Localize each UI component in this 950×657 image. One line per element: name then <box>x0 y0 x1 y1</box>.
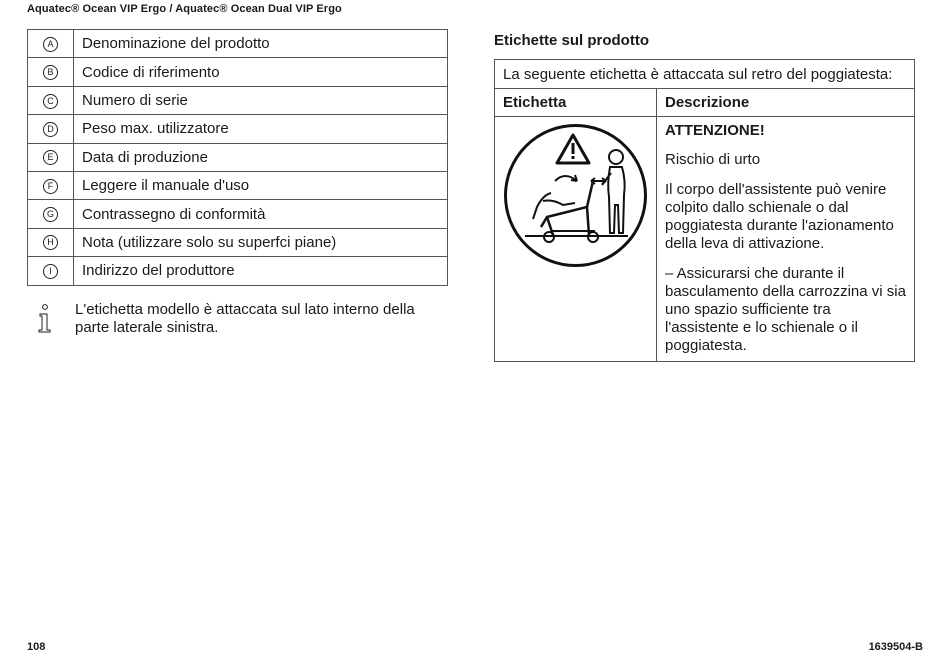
legend-row <box>28 200 448 228</box>
column-header-label: Etichetta <box>495 89 657 117</box>
legend-letter-cell <box>28 30 74 58</box>
circled-letter: E <box>43 150 58 165</box>
legend-letter-cell <box>28 257 74 285</box>
circled-letter: C <box>43 94 58 109</box>
column-header-description: Descrizione <box>657 89 915 117</box>
section-title: Etichette sul prodotto <box>494 32 649 49</box>
note-text: L'etichetta modello è attaccata sul lato interno della parte laterale sinistra. <box>75 301 415 336</box>
legend-letter-cell <box>28 143 74 171</box>
circled-letter: D <box>43 122 58 137</box>
legend-description: Numero di serie <box>74 86 448 114</box>
circled-letter: H <box>43 235 58 250</box>
document-code: 1639504-B <box>868 641 923 653</box>
legend-letter-cell <box>28 58 74 86</box>
legend-row <box>28 143 448 171</box>
legend-row <box>28 86 448 114</box>
legend-description: Contrassegno di conformità <box>74 200 448 228</box>
circled-letter: B <box>43 65 58 80</box>
legend-row <box>28 171 448 199</box>
legend-description: Denominazione del prodotto <box>74 30 448 58</box>
legend-letter-cell <box>28 115 74 143</box>
legend-letter-cell <box>28 86 74 114</box>
product-labels-table <box>494 59 915 362</box>
legend-row <box>28 58 448 86</box>
legend-row <box>28 115 448 143</box>
legend-description: Leggere il manuale d'uso <box>74 171 448 199</box>
legend-description: Indirizzo del produttore <box>74 257 448 285</box>
page-header: Aquatec® Ocean VIP Ergo / Aquatec® Ocean Dual VIP Ergo <box>27 3 342 15</box>
legend-row <box>28 30 448 58</box>
circled-letter: I <box>43 264 58 279</box>
label-description-cell <box>657 117 915 362</box>
info-icon <box>33 304 55 334</box>
legend-letter-cell <box>28 171 74 199</box>
legend-table <box>27 29 448 286</box>
circled-letter: F <box>43 179 58 194</box>
legend-description: Nota (utilizzare solo su superfci piane) <box>74 228 448 256</box>
info-note <box>33 301 448 337</box>
legend-row <box>28 257 448 285</box>
legend-letter-cell <box>28 228 74 256</box>
warning-title: ATTENZIONE! <box>665 122 765 139</box>
legend-description: Codice di riferimento <box>74 58 448 86</box>
description-paragraph-1: Il corpo dell'assistente può venire colpito dallo schienale o dal poggiatesta durante l'azionamento della leva di attivazione. <box>665 181 894 252</box>
description-paragraph-2: – Assicurarsi che durante il basculamento della carrozzina vi sia uno spazio sufficiente tra l'assistente e lo schienale o il poggiatesta. <box>665 265 906 354</box>
label-image-cell <box>495 117 657 362</box>
legend-description: Peso max. utilizzatore <box>74 115 448 143</box>
labels-intro: La seguente etichetta è attaccata sul retro del poggiatesta: <box>495 60 915 89</box>
circled-letter: G <box>43 207 58 222</box>
legend-letter-cell <box>28 200 74 228</box>
risk-text: Rischio di urto <box>665 151 761 168</box>
circled-letter: A <box>43 37 58 52</box>
warning-pictogram-icon <box>503 123 648 268</box>
page-number: 108 <box>27 641 46 653</box>
legend-row <box>28 228 448 256</box>
legend-description: Data di produzione <box>74 143 448 171</box>
